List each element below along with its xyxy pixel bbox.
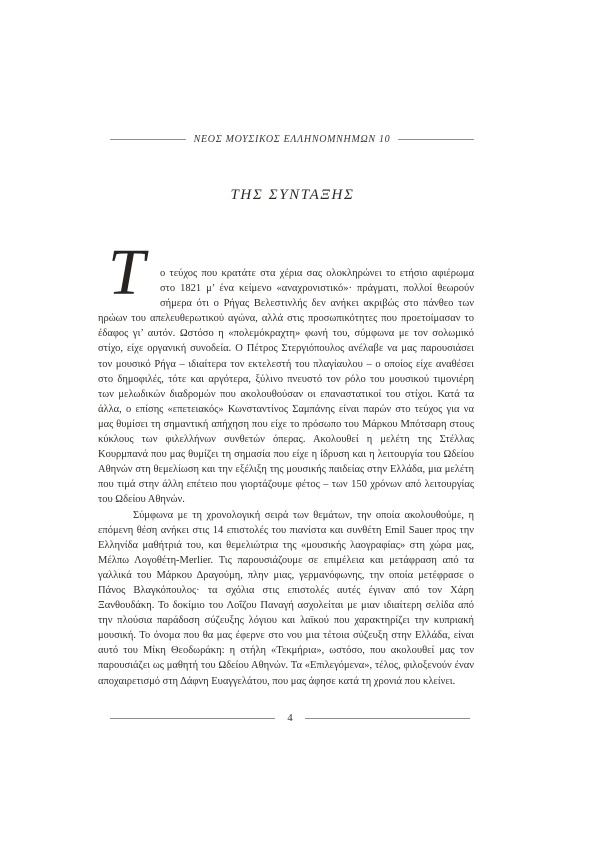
page-footer [110, 711, 470, 725]
running-head-right-rule [398, 139, 474, 140]
page-title: ΤΗΣ ΣΥΝΤΑΞΗΣ [230, 187, 355, 203]
paragraph [98, 508, 474, 689]
paragraph-text: Σύμφωνα με τη χρονολογική σειρά των θεμάτων, την οποία ακολουθούμε, η επόμενη θέση ανήκει στις 14 επιστολές του πιανίστα και συνθέτη Emil Sauer προς την Ελληνίδα μαθήτριά του, και θεμελιώτρια της «μουσικής λαογραφίας» στη χώρα μας, Μέλπω Λογοθέτη-Merlier. Τις παρουσιάζουμε σε επιμέλεια και μετάφραση από τα γαλλικά του Μάρκου Δραγούμη, πλην μιας, γερμανόφωνης, την οποία μετέφρασε ο Πάνος Βλαγκόπουλος· τα σχόλια στις επιστολές αυτές έγιναν από τον Χάρη Ξανθουδάκη. Το δοκίμιο του Λοΐζου Παναγή ασχολείται με μιαν ιδιαίτερη σελίδα από την πλούσια παράδοση σύζευξης λόγιου και λαϊκού που χαρακτηρίζει την κυπριακή μουσική. Το όνομα που θα μας έφερνε στο νου μια τέτοια σύζευξη στην Ελλάδα, είναι αυτό του Μίκη Θεοδωράκη: η στήλη «Τεκμήρια», ωστόσο, που ακολουθεί μας τον παρουσιάζει ως μαθητή του Ωδείου Αθηνών. Τα «Επιλεγόμενα», τέλος, φιλοξενούν έναν αποχαιρετισμό στη Δάφνη Ευαγγελάτου, που μας άφησε κατά τη χρονιά που κλείνει. [98, 509, 474, 687]
editorial-body [98, 266, 474, 689]
running-head-left-rule [110, 139, 186, 140]
paragraph-text: ο τεύχος που κρατάτε στα χέρια σας ολοκληρώνει το ετήσιο αφιέρωμα στο 1821 μ’ ένα κείμενο «αναχρονιστικό»· πράγματι, πολλοί θεωρούν σήμερα ότι ο Ρήγας Βελεστινλής δεν ανήκει ακριβώς στο πάνθεο των ηρώων του απελευθερωτικού αγώνα, αλλά στις προσωπικότητες που προετοίμασαν το έδαφος γι’ αυτόν. Ωστόσο η «πολεμόκραχτη» φωνή του, σύμφωνα με τον σολωμικό στίχο, είχε οργανική συνοδεία. Ο Πέτρος Στεργιόπουλος ανέλαβε να μας παρουσιάσει τον μουσικό Ρήγα – ιδιαίτερα τον εκτελεστή του πλαγίαυλου – ο οποίος είχε αναθέσει στο δημοφιλές, τότε και αργότερα, ξύλινο πνευστό τον ρόλο του μουσικού τιμονιέρη των μελωδικών διαδρομών που ακολουθούσαν οι επαναστατικοί του στίχοι. Κατά τα άλλα, ο επίσης «επετειακός» Κωνσταντίνος Σαμπάνης είναι παρών στο τεύχος για να μας θυμίσει τη σημαντική απήχηση που είχε το πρόσωπο του Μάρκου Μπότσαρη στους κύκλους των φιλελλήνων συνθετών όπερας. Ακολουθεί η μελέτη της Στέλλας Κουρμπανά που μας θυμίζει τη σημασία που είχε η ίδρυση και η λειτουργία του Ωδείου Αθηνών στη θεμελίωση και την εξέλιξη της μουσικής παιδείας στην Ελλάδα, μια μελέτη που τιμά στην άλλη επέτειο που γιορτάζουμε φέτος – των 150 χρόνων από λειτουργίας του Ωδείου Αθηνών. [98, 268, 474, 506]
dropcap-letter: Τ [108, 236, 145, 309]
paragraph [98, 266, 474, 508]
footer-right-rule [305, 718, 470, 719]
running-head-label: ΝΕΟΣ ΜΟΥΣΙΚΟΣ ΕΛΛΗΝΟΜΝΗΜΩΝ 10 [193, 133, 391, 145]
page-number: 4 [287, 712, 293, 724]
running-head [110, 132, 474, 146]
dropcap-spacer [98, 266, 160, 297]
footer-left-rule [110, 718, 275, 719]
